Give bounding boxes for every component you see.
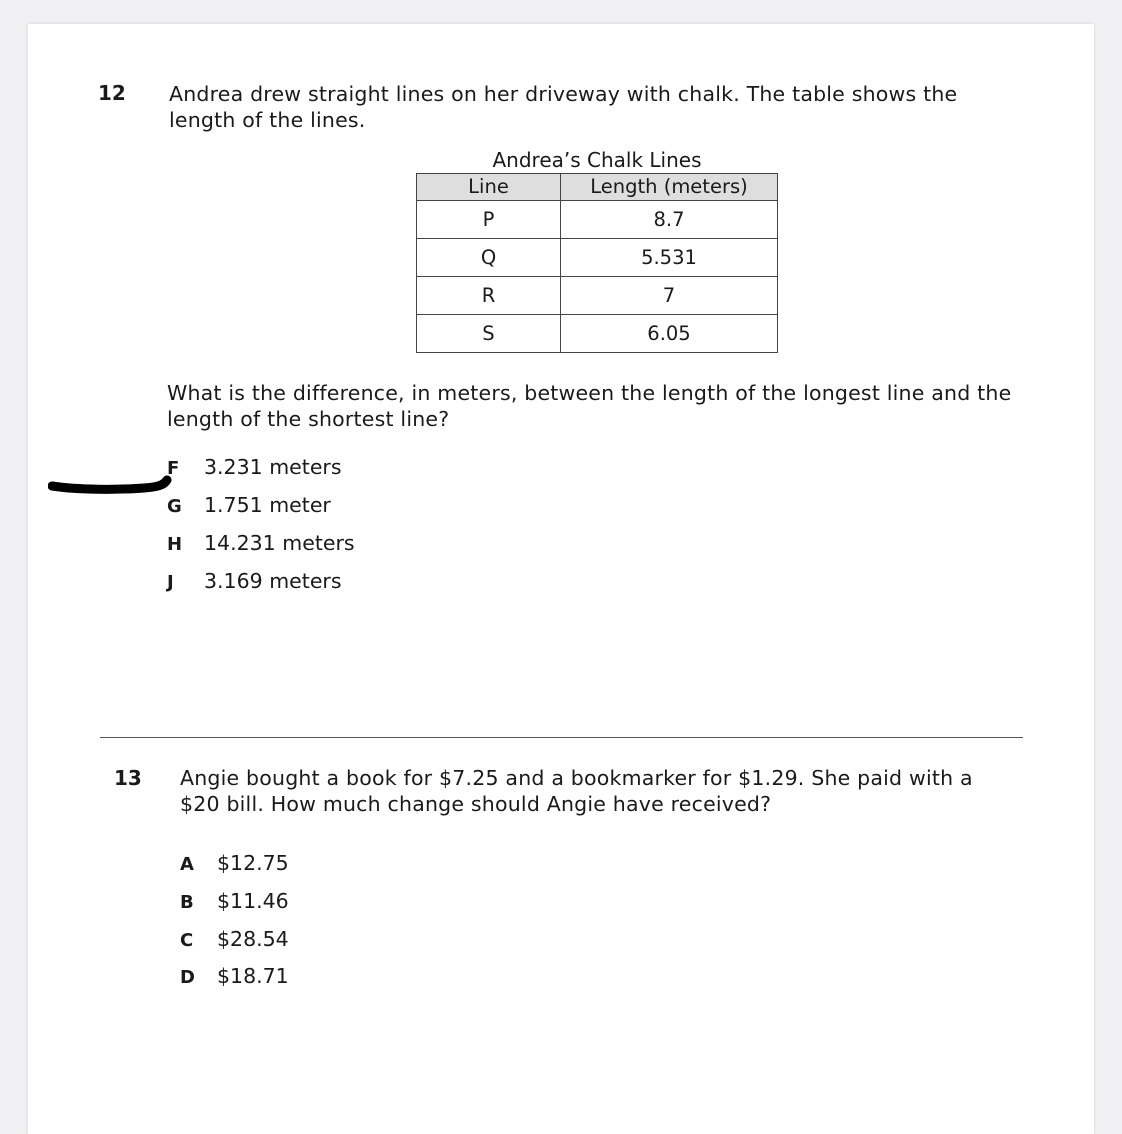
table-cell-line: P [417, 201, 561, 239]
table-row [417, 239, 778, 277]
choice-g[interactable] [167, 492, 331, 520]
choice-letter: B [180, 892, 194, 913]
choice-text: 3.231 meters [204, 455, 342, 479]
worksheet-page [28, 24, 1094, 1134]
choice-h[interactable] [167, 530, 355, 558]
question-12-prompt-line2: length of the shortest line? [167, 407, 450, 431]
table-cell-length: 7 [561, 277, 778, 315]
choice-text: 1.751 meter [204, 493, 331, 517]
table-cell-length: 6.05 [561, 315, 778, 353]
table-title: Andrea’s Chalk Lines [492, 148, 702, 172]
choice-letter: J [167, 572, 174, 593]
choice-text: $18.71 [217, 964, 289, 988]
table-cell-length: 5.531 [561, 239, 778, 277]
chalk-lines-table [416, 173, 778, 353]
question-12-prompt [167, 380, 1067, 432]
table-cell-length: 8.7 [561, 201, 778, 239]
choice-f[interactable] [167, 454, 342, 482]
choice-letter: F [167, 458, 180, 479]
table-cell-line: S [417, 315, 561, 353]
choice-b[interactable] [180, 888, 289, 916]
question-13-stem-line2: $20 bill. How much change should Angie have received? [180, 792, 772, 816]
choice-text: $11.46 [217, 889, 289, 913]
choice-letter: G [167, 496, 182, 517]
table-row [417, 315, 778, 353]
choice-letter: D [180, 967, 195, 988]
choice-letter: A [180, 854, 194, 875]
choice-j[interactable] [167, 568, 342, 596]
choice-letter: H [167, 534, 183, 555]
choice-letter: C [180, 930, 194, 951]
choice-a[interactable] [180, 850, 289, 878]
table-cell-line: R [417, 277, 561, 315]
choice-text: 14.231 meters [204, 531, 355, 555]
choice-text: $28.54 [217, 927, 289, 951]
question-divider [100, 737, 1023, 738]
pen-stroke [52, 480, 167, 489]
question-12-stem-line1: Andrea drew straight lines on her driveway with chalk. The table shows the [169, 82, 958, 106]
choice-text: $12.75 [217, 851, 289, 875]
table-row [417, 201, 778, 239]
choice-c[interactable] [180, 926, 289, 954]
table-header-line: Line [417, 174, 561, 201]
table-cell-line: Q [417, 239, 561, 277]
table-header-length: Length (meters) [561, 174, 778, 201]
pen-mark-icon [48, 474, 178, 504]
question-12-prompt-line1: What is the difference, in meters, between the length of the longest line and the [167, 381, 1012, 405]
choice-text: 3.169 meters [204, 569, 342, 593]
question-13-stem [180, 765, 1040, 817]
table-row [417, 277, 778, 315]
question-12-stem-line2: length of the lines. [169, 108, 366, 132]
question-12-stem [169, 81, 1029, 133]
choice-d[interactable] [180, 963, 289, 991]
table-header-row [417, 174, 778, 201]
question-13-number: 13 [114, 766, 142, 790]
question-12-number: 12 [98, 81, 126, 105]
question-13-stem-line1: Angie bought a book for $7.25 and a bookmarker for $1.29. She paid with a [180, 766, 973, 790]
